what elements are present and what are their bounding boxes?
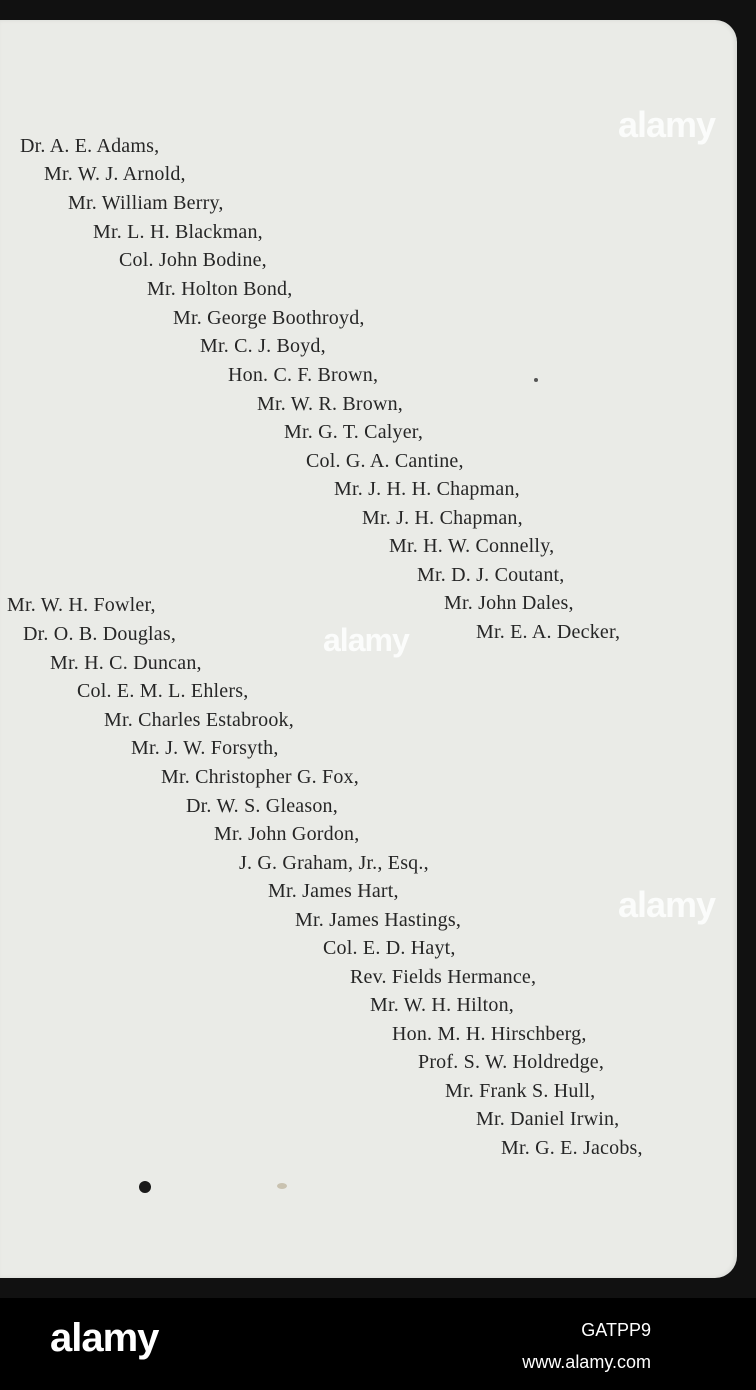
name-entry: Mr. William Berry, (68, 192, 224, 214)
name-entry: Mr. G. E. Jacobs, (501, 1137, 643, 1159)
watermark-logo: alamy (323, 622, 409, 658)
name-entry: Mr. W. H. Fowler, (7, 594, 156, 616)
ink-spot (139, 1181, 151, 1193)
name-entry: Col. E. M. L. Ehlers, (77, 680, 249, 702)
name-entry: Mr. W. J. Arnold, (44, 163, 186, 185)
name-entry: Mr. D. J. Coutant, (417, 564, 565, 586)
name-entry: Prof. S. W. Holdredge, (418, 1051, 605, 1073)
name-entry: Hon. M. H. Hirschberg, (392, 1023, 587, 1045)
name-entry: Mr. James Hart, (268, 880, 399, 902)
name-entry: Col. E. D. Hayt, (323, 937, 456, 959)
name-entry: Mr. H. C. Duncan, (50, 652, 202, 674)
name-entry: Mr. Daniel Irwin, (476, 1108, 620, 1130)
name-entry: Mr. Frank S. Hull, (445, 1080, 596, 1102)
footer-logo: alamy (50, 1316, 159, 1360)
name-entry: Rev. Fields Hermance, (350, 966, 537, 988)
watermark-logo: alamy (618, 104, 716, 145)
name-entry: Mr. John Gordon, (214, 823, 360, 845)
name-entry: Hon. C. F. Brown, (228, 364, 379, 386)
footer-url: www.alamy.com (522, 1352, 651, 1372)
name-entry: Mr. George Boothroyd, (173, 307, 365, 329)
paper-stain (277, 1183, 287, 1189)
name-entry: Mr. J. W. Forsyth, (131, 737, 279, 759)
name-entry: Dr. A. E. Adams, (20, 135, 160, 157)
name-entry: Mr. James Hastings, (295, 909, 462, 931)
name-entry: Mr. H. W. Connelly, (389, 535, 555, 557)
name-entry: Mr. J. H. Chapman, (362, 507, 523, 529)
name-entry: J. G. Graham, Jr., Esq., (239, 852, 429, 874)
name-entry: Mr. Holton Bond, (147, 278, 293, 300)
name-entry: Mr. G. T. Calyer, (284, 421, 424, 443)
name-entry: Mr. J. H. H. Chapman, (334, 478, 520, 500)
name-entry: Col. G. A. Cantine, (306, 450, 464, 472)
name-entry: Mr. C. J. Boyd, (200, 335, 326, 357)
name-entry: Mr. W. H. Hilton, (370, 994, 514, 1016)
name-entry: Dr. O. B. Douglas, (23, 623, 177, 645)
watermark-logo: alamy (618, 884, 716, 925)
name-entry: Dr. W. S. Gleason, (186, 795, 338, 817)
name-entry: Mr. E. A. Decker, (476, 621, 621, 643)
image-id: GATPP9 (581, 1320, 651, 1340)
name-entry: Mr. W. R. Brown, (257, 393, 404, 415)
name-entry: Col. John Bodine, (119, 249, 267, 271)
paper-speck (534, 378, 538, 382)
name-entry: Mr. Charles Estabrook, (104, 709, 294, 731)
name-entry: Mr. John Dales, (444, 592, 574, 614)
stock-footer (0, 1298, 756, 1390)
name-entry: Mr. Christopher G. Fox, (161, 766, 359, 788)
name-entry: Mr. L. H. Blackman, (93, 221, 263, 243)
